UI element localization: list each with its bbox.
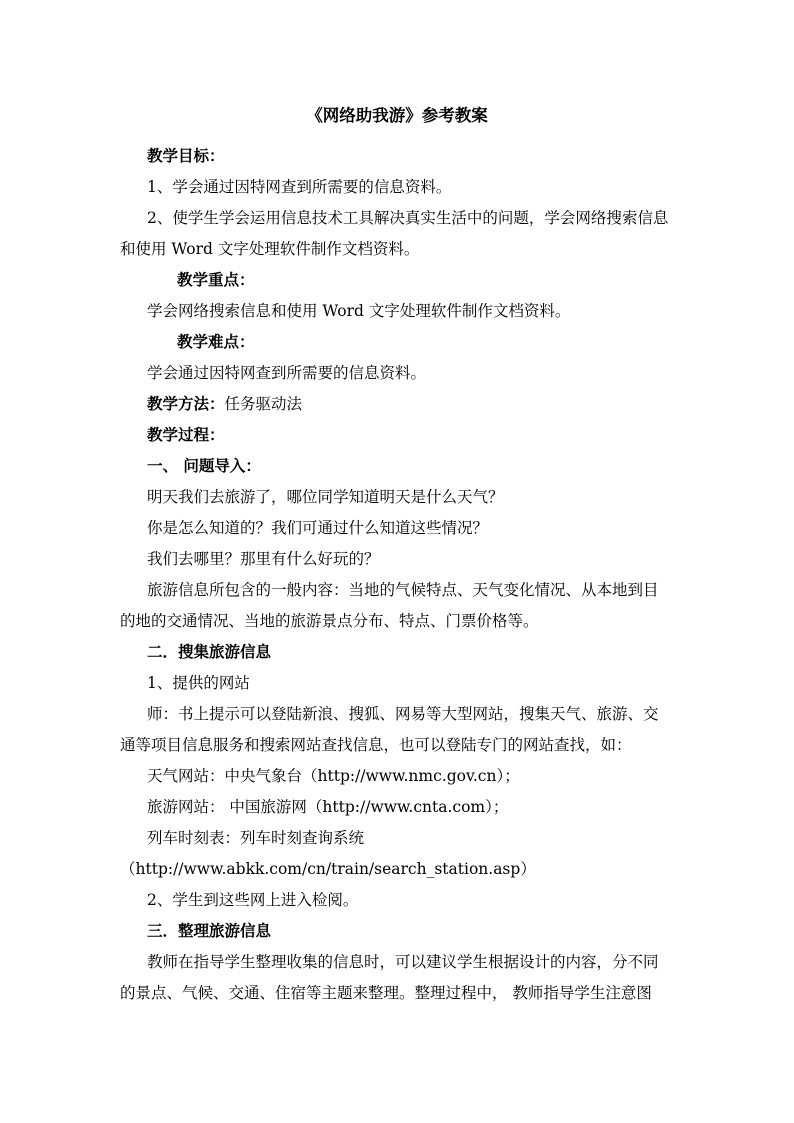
method-line [147, 394, 302, 414]
paragraph-line: 明天我们去旅游了，哪位同学知道明天是什么天气？ [147, 488, 504, 506]
section-heading-3: 三．整理旅游信息 [147, 921, 272, 940]
document-title: 《网络助我游》参考教案 [306, 106, 488, 125]
paragraph-line: 的地的交通情况、当地的旅游景点分布、特点、门票价格等。 [120, 612, 539, 630]
paragraph-line: 教师在指导学生整理收集的信息时，可以建议学生根据设计的内容，分不同 [147, 953, 659, 971]
paragraph-line: 学会网络搜索信息和使用 Word 文字处理软件制作文档资料。 [147, 302, 571, 320]
paragraph-line: 的景点、气候、交通、住宿等主题来整理。整理过程中， 教师指导学生注意图 [120, 984, 652, 1002]
paragraph-line: 1、提供的网站 [147, 674, 250, 692]
train-site-url: （http://www.abkk.com/cn/train/search_station.asp） [120, 860, 536, 878]
section-heading-1: 一、 问题导入： [147, 456, 261, 475]
section-heading-2: 二．搜集旅游信息 [147, 642, 272, 661]
paragraph-line: 2、学生到这些网上进入检阅。 [147, 891, 359, 909]
heading-process: 教学过程： [147, 425, 225, 444]
paragraph-line: 2、使学生学会运用信息技术工具解决真实生活中的问题，学会网络搜索信息 [147, 209, 669, 227]
weather-site-line: 天气网站：中央气象台（http://www.nmc.gov.cn）； [147, 767, 520, 785]
paragraph-line: 通等项目信息服务和搜索网站查找信息，也可以登陆专门的网站查找，如： [120, 736, 632, 754]
travel-site-line: 旅游网站： 中国旅游网（http://www.cnta.com）； [147, 798, 509, 816]
heading-method: 教学方法： [147, 394, 225, 413]
paragraph-line: 师：书上提示可以登陆新浪、搜狐、网易等大型网站，搜集天气、旅游、交 [147, 705, 659, 723]
paragraph-line: 和使用 Word 文字处理软件制作文档资料。 [120, 240, 420, 258]
paragraph-line: 旅游信息所包含的一般内容：当地的气候特点、天气变化情况、从本地到目 [147, 581, 659, 599]
heading-key-points: 教学重点： [177, 270, 255, 289]
method-value: 任务驱动法 [224, 395, 303, 413]
paragraph-line: 我们去哪里？那里有什么好玩的？ [147, 550, 380, 568]
heading-difficulties: 教学难点： [177, 332, 255, 351]
paragraph-line: 你是怎么知道的？我们可通过什么知道这些情况？ [147, 519, 489, 537]
heading-objectives: 教学目标： [147, 146, 225, 165]
paragraph-line: 1、学会通过因特网查到所需要的信息资料。 [147, 178, 452, 196]
train-site-line: 列车时刻表：列车时刻查询系统 [147, 829, 365, 847]
paragraph-line: 学会通过因特网查到所需要的信息资料。 [147, 364, 427, 382]
